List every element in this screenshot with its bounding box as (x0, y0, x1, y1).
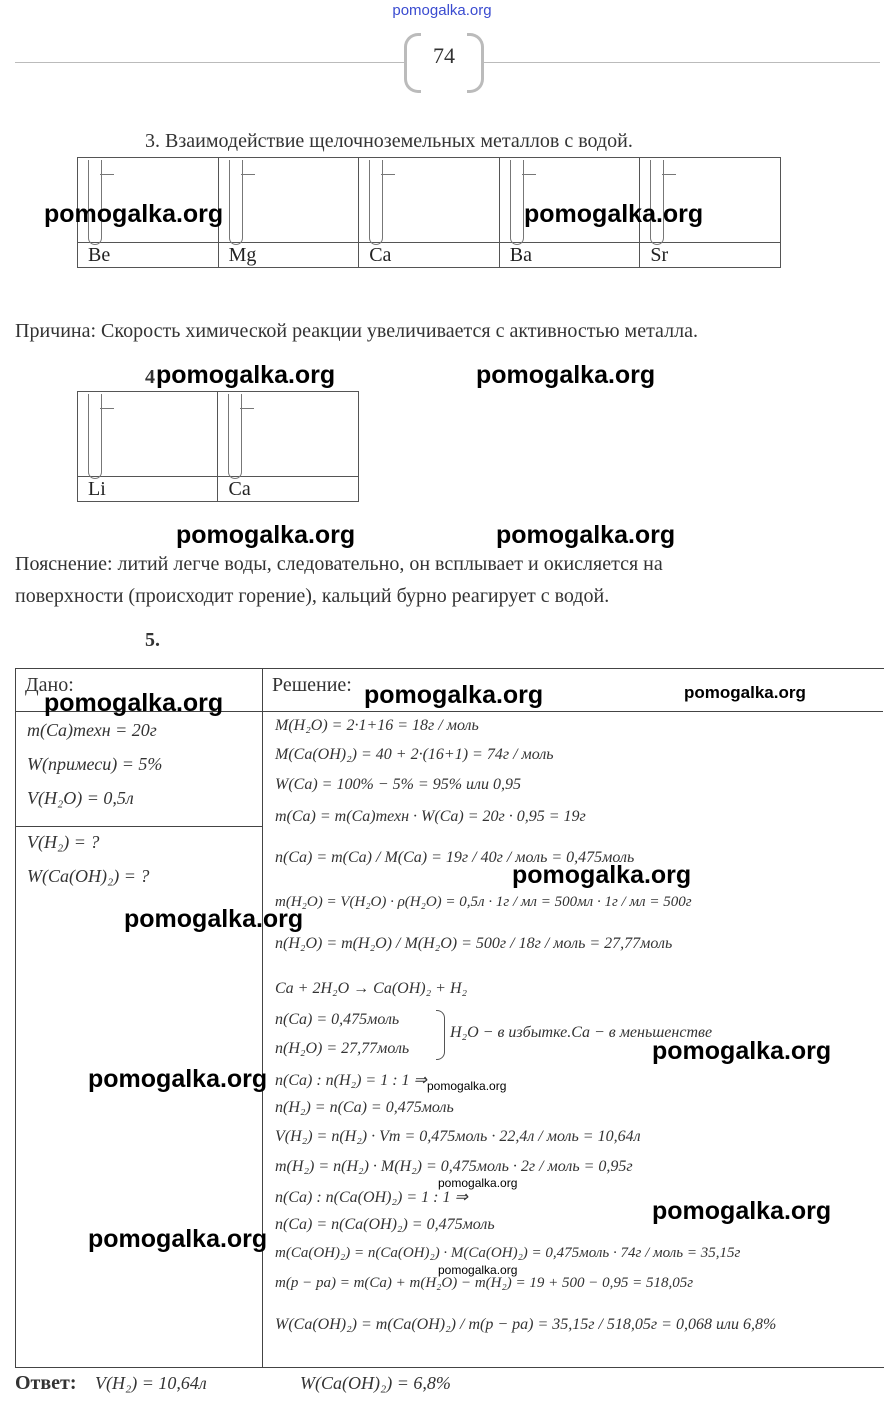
watermark: pomogalka.org (512, 861, 692, 889)
test-tube-cell (218, 158, 359, 243)
watermark: pomogalka.org (88, 1065, 268, 1093)
solution-step: n(H₂O) = m(H₂O) / M(H₂O) = 500г / 18г / моль = 27,77моль (275, 935, 673, 952)
watermark: pomogalka.org (496, 521, 676, 549)
given-find-divider (15, 826, 262, 827)
task3-title: 3. Взаимодействие щелочноземельных металлов с водой. (145, 130, 633, 152)
watermark: pomogalka.org (364, 681, 544, 709)
solution-step: W(Ca) = 100% − 5% = 95% или 0,95 (275, 776, 522, 793)
solution-step: m(Ca) = m(Ca)техн · W(Ca) = 20г · 0,95 = 19г (275, 808, 586, 825)
given-label: Дано: (25, 674, 74, 696)
solution-step: m(Ca(OH)₂) = n(Ca(OH)₂) · M(Ca(OH)₂) = 0,475моль · 74г / моль = 35,15г (275, 1245, 741, 1261)
test-tube-cell (78, 392, 218, 477)
watermark: pomogalka.org (438, 1176, 518, 1190)
watermark: pomogalka.org (652, 1197, 832, 1225)
page-number: 74 (433, 43, 455, 68)
solution-step: m(р − ра) = m(Ca) + m(H₂O) − m(H₂) = 19 + 500 − 0,95 = 518,05г (275, 1275, 694, 1291)
metal-label: Sr (640, 243, 781, 268)
solution-step: W(Ca(OH)₂) = m(Ca(OH)₂) / m(р − ра) = 35,15г / 518,05г = 0,068 или 6,8% (275, 1316, 777, 1333)
watermark: pomogalka.org (44, 200, 224, 228)
page-number-box (404, 33, 484, 89)
find-item: W(Ca(OH)₂) = ? (27, 866, 150, 886)
task5-number: 5. (145, 629, 160, 651)
site-header-link[interactable]: pomogalka.org (392, 2, 492, 19)
solution-step: n(Ca) = 0,475моль (275, 1011, 400, 1028)
solution-step: M(Ca(OH)₂) = 40 + 2·(16+1) = 74г / моль (275, 746, 554, 763)
metal-label: Li (78, 477, 218, 502)
solution-step: n(Ca) = n(Ca(OH)₂) = 0,475моль (275, 1216, 495, 1233)
test-tube-cell (359, 158, 500, 243)
solution-step: M(H₂O) = 2·1+16 = 18г / моль (275, 717, 479, 734)
answer-label: Ответ: (15, 1372, 77, 1394)
watermark: pomogalka.org (476, 361, 656, 389)
given-item: W(примеси) = 5% (27, 754, 163, 774)
solution-step: Ca + 2H₂O → Ca(OH)₂ + H₂ (275, 980, 468, 997)
solution-step: V(H₂) = n(H₂) · Vm = 0,475моль · 22,4л / моль = 10,64л (275, 1128, 641, 1145)
metal-label: Be (78, 243, 219, 268)
test-tube-cell (218, 392, 359, 477)
solution-label: Решение: (272, 674, 352, 696)
watermark: pomogalka.org (44, 689, 224, 717)
answer-1: V(H₂) = 10,64л (95, 1373, 207, 1393)
metal-label: Ca (359, 243, 500, 268)
watermark: pomogalka.org (156, 361, 336, 389)
watermark: pomogalka.org (684, 683, 806, 702)
answer-2: W(Ca(OH)₂) = 6,8% (300, 1373, 451, 1393)
given-item: V(H₂O) = 0,5л (27, 788, 134, 808)
task4-explanation-line2: поверхности (происходит горение), кальций бурно реагирует с водой. (15, 585, 610, 607)
watermark: pomogalka.org (176, 521, 356, 549)
solution-step: n(H₂) = n(Ca) = 0,475моль (275, 1099, 454, 1116)
task4-explanation-line1: Пояснение: литий легче воды, следовательно, он всплывает и окисляется на (15, 553, 663, 575)
watermark: pomogalka.org (88, 1225, 268, 1253)
watermark: pomogalka.org (524, 200, 704, 228)
solution-step: H₂O − в избытке.Ca − в меньшенстве (450, 1024, 713, 1041)
solution-step: m(H₂) = n(H₂) · M(H₂) = 0,475моль · 2г / моль = 0,95г (275, 1158, 633, 1175)
solution-step: m(H₂O) = V(H₂O) · ρ(H₂O) = 0,5л · 1г / мл = 500мл · 1г / мл = 500г (275, 894, 692, 910)
table-divider (262, 668, 263, 1368)
watermark: pomogalka.org (652, 1037, 832, 1065)
solution-step: n(Ca) : n(Ca(OH)₂) = 1 : 1 ⇒ (275, 1189, 468, 1206)
metal-label: Ba (499, 243, 640, 268)
solution-step: n(Ca) : n(H₂) = 1 : 1 ⇒ (275, 1072, 427, 1089)
metal-label: Ca (218, 477, 359, 502)
find-item: V(H₂) = ? (27, 832, 100, 852)
solution-step: n(Ca) = m(Ca) / M(Ca) = 19г / 40г / моль = 0,475моль (275, 849, 635, 866)
task3-reason: Причина: Скорость химической реакции увеличивается с активностью металла. (15, 320, 698, 342)
metal-label: Mg (218, 243, 359, 268)
given-item: m(Ca)техн = 20г (27, 720, 157, 740)
watermark: pomogalka.org (427, 1079, 507, 1093)
brace (436, 1010, 445, 1060)
watermark: pomogalka.org (124, 905, 304, 933)
task4-table (77, 391, 359, 502)
solution-step: n(H₂O) = 27,77моль (275, 1040, 410, 1057)
task4-number: 4 (145, 366, 155, 388)
watermark: pomogalka.org (438, 1263, 518, 1277)
